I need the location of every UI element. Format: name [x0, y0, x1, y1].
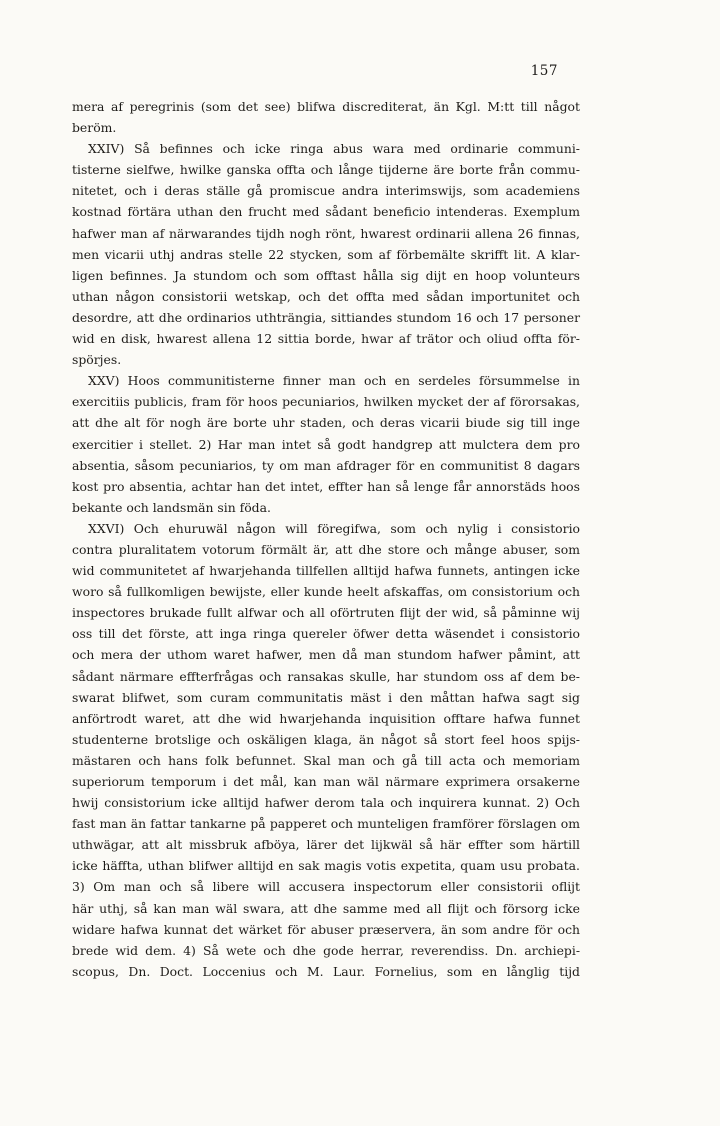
text-line: ligen befinnes. Ja stundom och som offtast hålla sig dijt en hoop volunteurs [72, 267, 580, 283]
text-line: hwij consistorium icke alltijd hafwer derom tala och inquirera kunnat. 2) Och [72, 795, 580, 811]
page-number: 157 [530, 63, 558, 79]
text-line: bekante och landsmän sin föda. [72, 499, 271, 515]
text-line: 3) Om man och så libere will accusera inspectorum eller consistorii oflijt [72, 879, 580, 895]
text-line: och mera der uthom waret hafwer, men då man stundom hafwer påmint, att [72, 647, 580, 663]
text-line: sådant närmare effterfrågas och ransakas skulle, har stundom oss af dem be- [72, 668, 580, 684]
text-line: uthwägar, att alt missbruk afböya, lärer det lijkwäl så här effter som härtill [72, 837, 580, 853]
text-line: XXVI) Och ehuruwäl någon will föregifwa, som och nylig i consistorio [88, 520, 580, 536]
text-line: hafwer man af närwarandes tijdh nogh rönt, hwarest ordinarii allena 26 finnas, [72, 225, 580, 241]
text-line: oss till det förste, att inga ringa quereler öfwer detta wäsendet i consistorio [72, 626, 580, 642]
text-line: men vicarii uthj andras stelle 22 stycken, som af förbemälte skrifft lit. A klar- [72, 246, 580, 262]
text-line: exercitiis publicis, fram för hoos pecuniarios, hwilken mycket der af förorsakas, [72, 394, 580, 410]
text-line: widare hafwa kunnat det wärket för abuser præservera, än som andre för och [72, 921, 580, 937]
text-line: superiorum temporum i det mål, kan man wäl närmare exprimera orsakerne [72, 774, 580, 789]
text-line: att dhe alt för nogh äre borte uhr staden, och deras vicarii biude sig till inge [72, 415, 580, 431]
text-line: wid communitetet af hwarjehanda tillfellen alltijd hafwa funnets, antingen icke [72, 563, 580, 579]
text-line: anförtrodt waret, att dhe wid hwarjehanda inquisition offtare hafwa funnet [72, 710, 580, 726]
text-line: brede wid dem. 4) Så wete och dhe gode herrar, reverendiss. Dn. archiepi- [72, 942, 580, 958]
text-line: wid en disk, hwarest allena 12 sittia borde, hwar af trätor och oliud offta för- [72, 331, 580, 347]
text-line: absentia, såsom pecuniarios, ty om man afdrager för en communitist 8 dagars [72, 457, 580, 473]
text-line: uthan någon consistorii wetskap, och det offta med sådan importunitet och [72, 288, 580, 304]
text-line: scopus, Dn. Doct. Loccenius och M. Laur. Fornelius, som en långlig tijd [72, 963, 580, 979]
text-line: kost pro absentia, achtar han det intet, effter han så lenge får annorstäds hoos [72, 478, 580, 494]
text-line: XXV) Hoos communitisterne finner man och en serdeles försummelse in [88, 373, 580, 389]
text-line: woro så fullkomligen bewijste, eller kunde heelt afskaffas, om consistorium och [72, 584, 580, 600]
text-line: mästaren och hans folk befunnet. Skal man och gå till acta och memoriam [72, 752, 580, 768]
text-line: inspectores brukade fullt alfwar och all oförtruten flijt der wid, så påminne wij [72, 605, 580, 621]
text-line: desordre, att dhe ordinarios uthträngia, sittiandes stundom 16 och 17 personer [72, 309, 580, 325]
text-line: mera af peregrinis (som det see) blifwa discrediterat, än Kgl. M:tt till något [72, 99, 580, 114]
text-line: fast man än fattar tankarne på papperet och munteligen framförer förslagen om [72, 816, 580, 832]
text-line: icke häffta, uthan blifwer alltijd en sak magis votis expetita, quam usu probata. [72, 858, 580, 874]
text-line: tisterne sielfwe, hwilke ganska offta och långe tijderne äre borte från commu- [72, 162, 580, 178]
text-line: exercitier i stellet. 2) Har man intet så godt handgrep att mulctera dem pro [72, 436, 580, 452]
text-line: spörjes. [72, 352, 122, 368]
text-line: XXIV) Så befinnes och icke ringa abus wara med ordinarie communi- [88, 141, 580, 157]
text-line: swarat blifwet, som curam communitatis mäst i den måttan hafwa sagt sig [72, 689, 580, 705]
text-line: nitetet, och i deras ställe gå promiscue andra interimswijs, som academiens [72, 183, 580, 199]
text-line: studenterne brotslige och oskäligen klaga, än något så stort feel hoos spijs- [72, 731, 580, 747]
text-line: här uthj, så kan man wäl swara, att dhe samme med all flijt och försorg icke [72, 900, 580, 916]
body-text [72, 96, 580, 982]
text-line: contra pluralitatem votorum förmält är, att dhe store och månge abuser, som [72, 541, 580, 557]
text-line: beröm. [72, 120, 117, 136]
text-line: kostnad förtära uthan den frucht med sådant beneficio intenderas. Exemplum [72, 204, 580, 220]
